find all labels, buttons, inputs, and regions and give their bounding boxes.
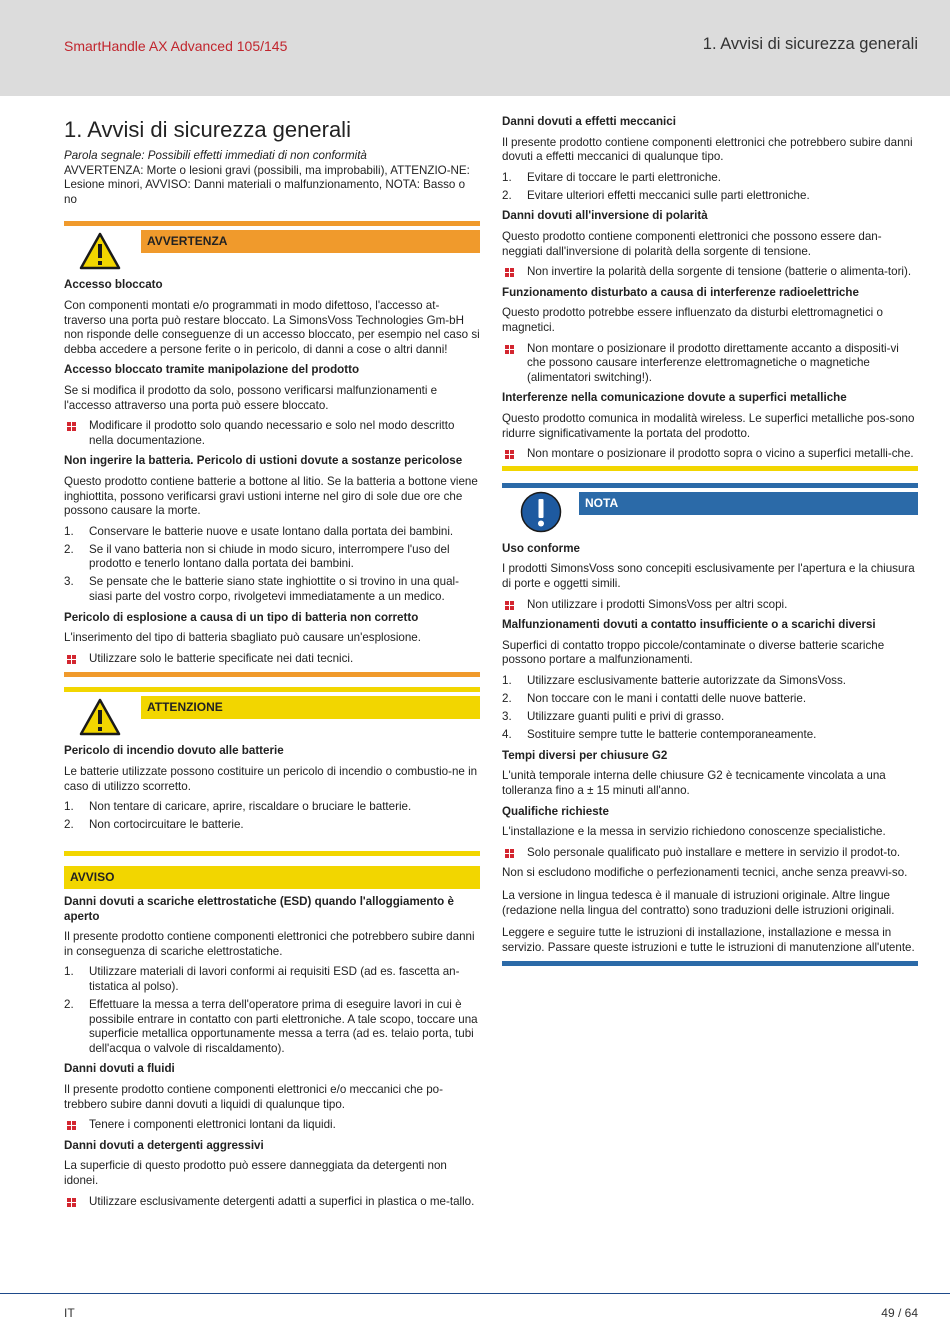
step-text: Effettuare la messa a terra dell'operatore prima di eseguire lavori in cui è possibile entrare in contatto con parti elettroniche. A tale scopo, toccare una superficie metallica opportunamente messa a terra (ad es. telaio porta, tubi dell'acqua o valvole di riscaldamento). <box>89 997 478 1055</box>
notice-bar-bottom <box>502 466 918 471</box>
step-number: 3. <box>64 575 74 589</box>
numbered-item <box>64 965 480 994</box>
notice-box-avviso <box>64 866 480 1209</box>
warning-label: AVVERTENZA <box>141 230 480 253</box>
warning-triangle-icon <box>79 232 121 270</box>
note-label: NOTA <box>579 492 918 515</box>
numbered-item <box>64 543 480 572</box>
section-heading: Funzionamento disturbato a causa di interferenze radioelettriche <box>502 285 859 299</box>
bullet-list <box>64 419 480 448</box>
numbered-item <box>502 728 918 743</box>
step-text: Sostituire sempre tutte le batterie contemporaneamente. <box>527 728 817 742</box>
numbered-item <box>502 710 918 725</box>
section-text: Se si modifica il prodotto da solo, possono verificarsi malfunzionamenti e l'accesso attraverso una porta può essere bloccato. <box>64 383 438 412</box>
bullet-list <box>64 1118 480 1133</box>
page-header <box>0 0 950 96</box>
section-text: Le batterie utilizzate possono costituire un pericolo di incendio o combustio-ne in caso di utilizzo scorretto. <box>64 765 478 793</box>
section-heading: Accesso bloccato <box>64 278 163 292</box>
step-text: Se pensate che le batterie siano state inghiottite o si trovino in una qual-siasi parte del vostro corpo, rivolgetevi immediatamente a un medico. <box>89 575 459 604</box>
section-text: Il presente prodotto contiene componenti elettronici e/o meccanici che po-trebbero subire danni dovuti a liquidi di qualunque tipo. <box>64 1082 443 1111</box>
step-text: Non cortocircuitare le batterie. <box>89 818 244 832</box>
footer-language: IT <box>64 1306 75 1320</box>
numbered-item <box>502 171 918 186</box>
bullet-item: Tenere i componenti elettronici lontani da liquidi. <box>64 1118 480 1133</box>
numbered-item <box>64 998 480 1056</box>
step-text: Non toccare con le mani i contatti delle nuove batterie. <box>527 692 807 706</box>
section-text: L'unità temporale interna delle chiusure G2 è tecnicamente vincolata a una tolleranza fino a ± 15 minuti all'anno. <box>502 769 886 797</box>
numbered-item <box>64 818 480 833</box>
step-text: Utilizzare materiali di lavori conformi ai requisiti ESD (ad es. fascetta an-tistatica al polso). <box>89 965 460 993</box>
note-box-nota <box>502 483 918 967</box>
step-number: 1. <box>64 800 74 814</box>
step-text: Utilizzare esclusivamente batterie autorizzate da SimonsVoss. <box>527 673 846 687</box>
section-heading: Pericolo di esplosione a causa di un tipo di batteria non corretto <box>64 610 419 624</box>
section-heading: Pericolo di incendio dovuto alle batterie <box>64 744 284 758</box>
bullet-item: Utilizzare esclusivamente detergenti adatti a superfici in plastica o me-tallo. <box>64 1195 480 1210</box>
step-number: 3. <box>502 710 512 724</box>
section-heading: Danni dovuti all'inversione di polarità <box>502 209 708 223</box>
bullet-list <box>502 342 918 386</box>
warning-bar-bottom <box>64 672 480 677</box>
note-header <box>502 488 918 536</box>
step-text: Evitare di toccare le parti elettroniche. <box>527 170 721 184</box>
step-number: 1. <box>502 170 512 184</box>
numbered-item <box>502 674 918 689</box>
right-column <box>502 113 918 974</box>
section-text: L'installazione e la messa in servizio richiedono conoscenze specialistiche. <box>502 825 886 839</box>
section-text: Questo prodotto contiene batterie a bottone al litio. Se la batteria a bottone viene inghiottita, possono verificarsi gravi ustioni interne nel giro di sole due ore che possono causare la morte. <box>64 474 478 518</box>
section-heading: Uso conforme <box>502 541 580 555</box>
bullet-list <box>502 598 918 613</box>
info-exclamation-icon <box>520 491 562 533</box>
bullet-item: Utilizzare solo le batterie specificate nei dati tecnici. <box>64 652 480 667</box>
section-text: L'inserimento del tipo di batteria sbagliato può causare un'esplosione. <box>64 631 421 645</box>
section-heading: Danni dovuti a scariche elettrostatiche (ESD) quando l'alloggiamento è aperto <box>64 894 454 923</box>
caution-header <box>64 692 480 738</box>
step-text: Conservare le batterie nuove e usate lontano dalla portata dei bambini. <box>89 524 454 538</box>
section-text: Con componenti montati e/o programmati in modo difettoso, l'accesso at-traverso una porta può restare bloccato. La SimonsVoss Technologies Gm-bH non risponde delle conseguenze di un accesso bloccato, per esempio nel caso si debba accedere a persone ferite o in pericolo, di danni a cose o altri danni! <box>64 298 480 356</box>
paragraph: Leggere e seguire tutte le istruzioni di installazione, installazione e messa in servizio. Passare queste istruzioni e tutte le istruzioni di manutenzione all'utente. <box>502 926 915 954</box>
section-text: Il presente prodotto contiene componenti elettronici che potrebbero subire danni in conseguenza di scariche elettrostatiche. <box>64 930 475 958</box>
note-bar-bottom <box>502 961 918 966</box>
step-number: 1. <box>502 673 512 687</box>
numbered-list <box>64 525 480 605</box>
section-text: La superficie di questo prodotto può essere danneggiata da detergenti non idonei. <box>64 1159 447 1187</box>
section-text: Questo prodotto potrebbe essere influenzato da disturbi elettromagnetici o magnetici. <box>502 306 883 335</box>
numbered-list <box>502 171 918 204</box>
step-text: Non tentare di caricare, aprire, riscaldare o bruciare le batterie. <box>89 800 412 814</box>
signal-word-legend: AVVERTENZA: Morte o lesioni gravi (possibili, ma improbabili), ATTENZIO-NE: Lesione minori, AVVISO: Danni materiali o malfunzionamento, NOTA: Basso o no <box>64 163 470 206</box>
section-heading: Interferenze nella comunicazione dovute a superfici metalliche <box>502 391 847 405</box>
bullet-item: Non montare o posizionare il prodotto direttamente accanto a dispositi-vi che possono causare interferenze elettromagnetiche o magnetiche (alimentatori switching!). <box>502 342 918 386</box>
bullet-item: Solo personale qualificato può installare e mettere in servizio il prodot-to. <box>502 846 918 861</box>
bullet-list <box>502 265 918 280</box>
bullet-item: Non montare o posizionare il prodotto sopra o vicino a superfici metalli-che. <box>502 447 918 462</box>
step-number: 2. <box>502 188 512 202</box>
step-number: 2. <box>64 818 74 832</box>
numbered-list <box>64 965 480 1056</box>
section-heading: Danni dovuti a fluidi <box>64 1062 175 1076</box>
signal-word-caption: Parola segnale: Possibili effetti immediati di non conformità <box>64 149 367 162</box>
section-text: Superfici di contatto troppo piccole/contaminate o diverse batterie scariche possono portare a malfunzionamenti. <box>502 638 885 667</box>
left-column <box>64 113 480 1217</box>
warning-triangle-icon <box>79 698 121 736</box>
step-text: Evitare ulteriori effetti meccanici sulle parti elettroniche. <box>527 188 810 202</box>
bullet-item: Non invertire la polarità della sorgente di tensione (batterie o alimenta-tori). <box>502 265 918 280</box>
paragraph: La versione in lingua tedesca è il manuale di istruzioni originale. Altre lingue (redazione nella lingua del contratto) sono traduzioni delle istruzioni originali. <box>502 888 895 917</box>
numbered-item <box>64 800 480 815</box>
section-heading: Danni dovuti a effetti meccanici <box>502 115 676 128</box>
section-heading: Danni dovuti a detergenti aggressivi <box>64 1138 264 1152</box>
paragraph: Non si escludono modifiche o perfezionamenti tecnici, anche senza preavvi-so. <box>502 866 908 880</box>
step-number: 2. <box>502 692 512 706</box>
page-number: 49 / 64 <box>881 1306 918 1320</box>
page-title: 1. Avvisi di sicurezza generali <box>64 117 351 142</box>
product-title: SmartHandle AX Advanced 105/145 <box>64 38 288 54</box>
footer-divider <box>0 1293 950 1294</box>
bullet-list <box>502 447 918 462</box>
section-text: Il presente prodotto contiene componenti elettronici che potrebbero subire danni dovuti a effetti meccanici di qualunque tipo. <box>502 135 913 164</box>
caution-label: ATTENZIONE <box>141 696 480 719</box>
section-heading: Non ingerire la batteria. Pericolo di ustioni dovute a sostanze pericolose <box>64 454 463 468</box>
step-number: 2. <box>64 542 74 556</box>
section-heading: Qualifiche richieste <box>502 804 609 818</box>
notice-label: AVVISO <box>64 866 480 889</box>
warning-header <box>64 226 480 272</box>
bullet-list <box>64 652 480 667</box>
section-heading: Malfunzionamenti dovuti a contatto insufficiente o a scarichi diversi <box>502 618 876 632</box>
bullet-list <box>64 1195 480 1210</box>
numbered-list <box>502 674 918 743</box>
step-number: 1. <box>64 965 74 979</box>
numbered-item <box>502 692 918 707</box>
step-number: 1. <box>64 524 74 538</box>
step-text: Utilizzare guanti puliti e privi di grasso. <box>527 710 725 724</box>
section-text: Questo prodotto contiene componenti elettronici che possono essere dan-neggiati dall'inversione di polarità della sorgente di tensione. <box>502 230 882 258</box>
signal-word-intro <box>64 149 480 207</box>
section-text: I prodotti SimonsVoss sono concepiti esclusivamente per l'apertura e la chiusura di porte e oggetti simili. <box>502 562 915 590</box>
section-heading: Tempi diversi per chiusure G2 <box>502 748 668 762</box>
step-text: Se il vano batteria non si chiude in modo sicuro, interrompere l'uso del prodotto e tenerlo lontano dalla portata dei bambini. <box>89 542 450 571</box>
warning-box-attenzione <box>64 687 480 855</box>
numbered-item <box>502 189 918 204</box>
caution-bar-bottom <box>64 851 480 856</box>
warning-box-avvertenza <box>64 221 480 677</box>
section-title: 1. Avvisi di sicurezza generali <box>702 35 918 53</box>
numbered-item <box>64 575 480 604</box>
step-number: 4. <box>502 728 512 742</box>
section-text: Questo prodotto comunica in modalità wireless. Le superfici metalliche pos-sono ridurre significativamente la portata del prodotto. <box>502 412 915 440</box>
bullet-item: Modificare il prodotto solo quando necessario e solo nel modo descritto nella documentazione. <box>64 419 480 448</box>
section-heading: Accesso bloccato tramite manipolazione del prodotto <box>64 363 360 377</box>
bullet-item: Non utilizzare i prodotti SimonsVoss per altri scopi. <box>502 598 918 613</box>
numbered-item <box>64 525 480 540</box>
bullet-list <box>502 846 918 861</box>
numbered-list <box>64 800 480 833</box>
step-number: 2. <box>64 997 74 1011</box>
